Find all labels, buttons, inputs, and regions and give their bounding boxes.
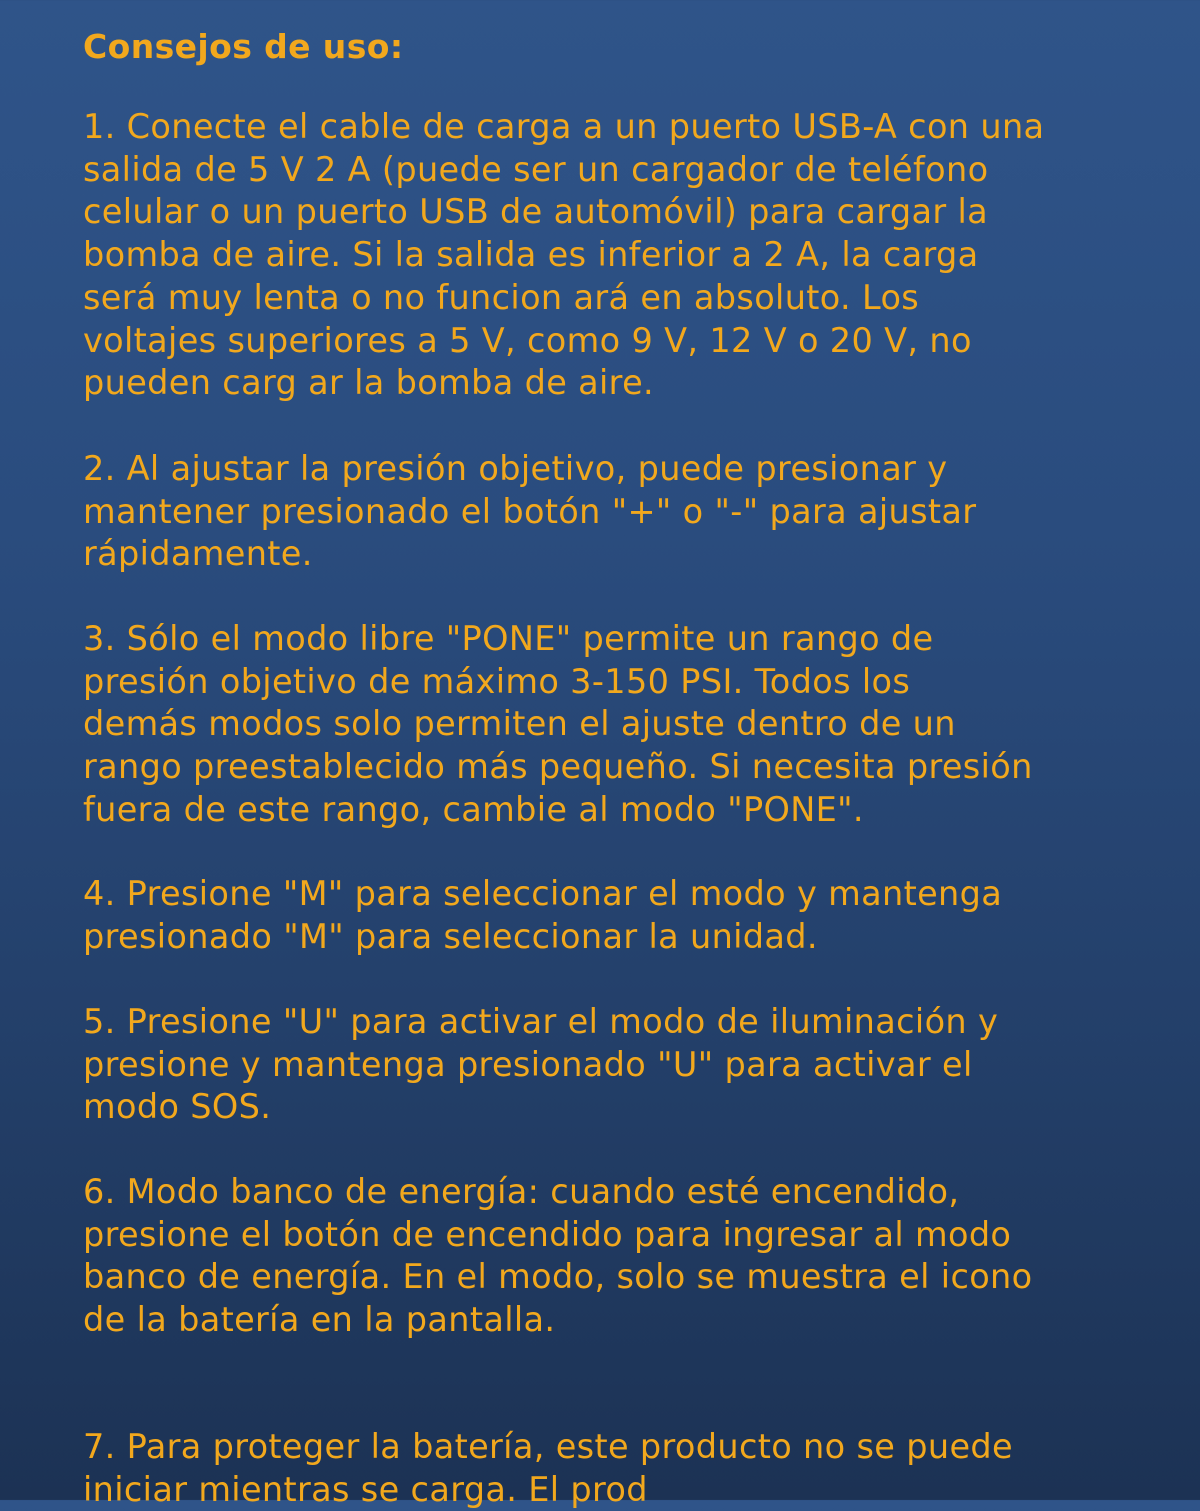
tip-line: presione el botón de encendido para ingresar al modo [83, 1214, 1012, 1254]
tip-line: 7. Para proteger la batería, este producto no se puede [83, 1427, 1013, 1466]
tip-line: banco de energía. En el modo, solo se muestra el icono [83, 1257, 1033, 1297]
tip-5 [83, 1001, 998, 1129]
tip-line: será muy lenta o no funcion ará en absoluto. Los [83, 277, 920, 317]
tip-7 [83, 1426, 1013, 1511]
tip-line: 4. Presione "M" para seleccionar el modo y mantenga [83, 874, 1003, 913]
usage-tips-document [83, 20, 1183, 1509]
page-title: Consejos de uso: [83, 27, 404, 66]
tip-line: presión objetivo de máximo 3-150 PSI. Todos los [83, 661, 911, 701]
tip-line: voltajes superiores a 5 V, como 9 V, 12 V o 20 V, no [83, 320, 972, 360]
tip-line: mantener presionado el botón "+" o "-" para ajustar [83, 491, 977, 531]
tip-line: fuera de este rango, cambie al modo "PONE". [83, 789, 864, 829]
tip-line: salida de 5 V 2 A (puede ser un cargador de teléfono [83, 149, 989, 189]
tip-line: rápidamente. [83, 534, 313, 574]
tip-1 [83, 106, 1044, 405]
tip-line: 6. Modo banco de energía: cuando esté encendido, [83, 1172, 960, 1211]
tip-4 [83, 873, 1002, 958]
tip-line: bomba de aire. Si la salida es inferior a 2 A, la carga [83, 235, 979, 275]
tip-line: iniciar mientras se carga. El prod [83, 1469, 648, 1509]
tip-line: modo SOS. [83, 1087, 272, 1127]
tip-line: de la batería en la pantalla. [83, 1300, 556, 1340]
tip-line: 5. Presione "U" para activar el modo de iluminación y [83, 1002, 999, 1041]
tip-6 [83, 1171, 1033, 1342]
tip-line: celular o un puerto USB de automóvil) para cargar la [83, 192, 988, 232]
tip-2 [83, 448, 976, 576]
tip-line: demás modos solo permiten el ajuste dentro de un [83, 704, 956, 744]
tip-3 [83, 618, 1033, 832]
tip-line: 2. Al ajustar la presión objetivo, puede presionar y [83, 449, 948, 488]
tip-line: presionado "M" para seleccionar la unidad. [83, 916, 818, 956]
tip-line: pueden carg ar la bomba de aire. [83, 363, 655, 403]
tip-line: 1. Conecte el cable de carga a un puerto USB-A con una [83, 107, 1045, 146]
tip-line: presione y mantenga presionado "U" para activar el [83, 1044, 973, 1084]
tip-line: rango preestablecido más pequeño. Si necesita presión [83, 747, 1033, 787]
tip-line: 3. Sólo el modo libre "PONE" permite un rango de [83, 619, 934, 658]
